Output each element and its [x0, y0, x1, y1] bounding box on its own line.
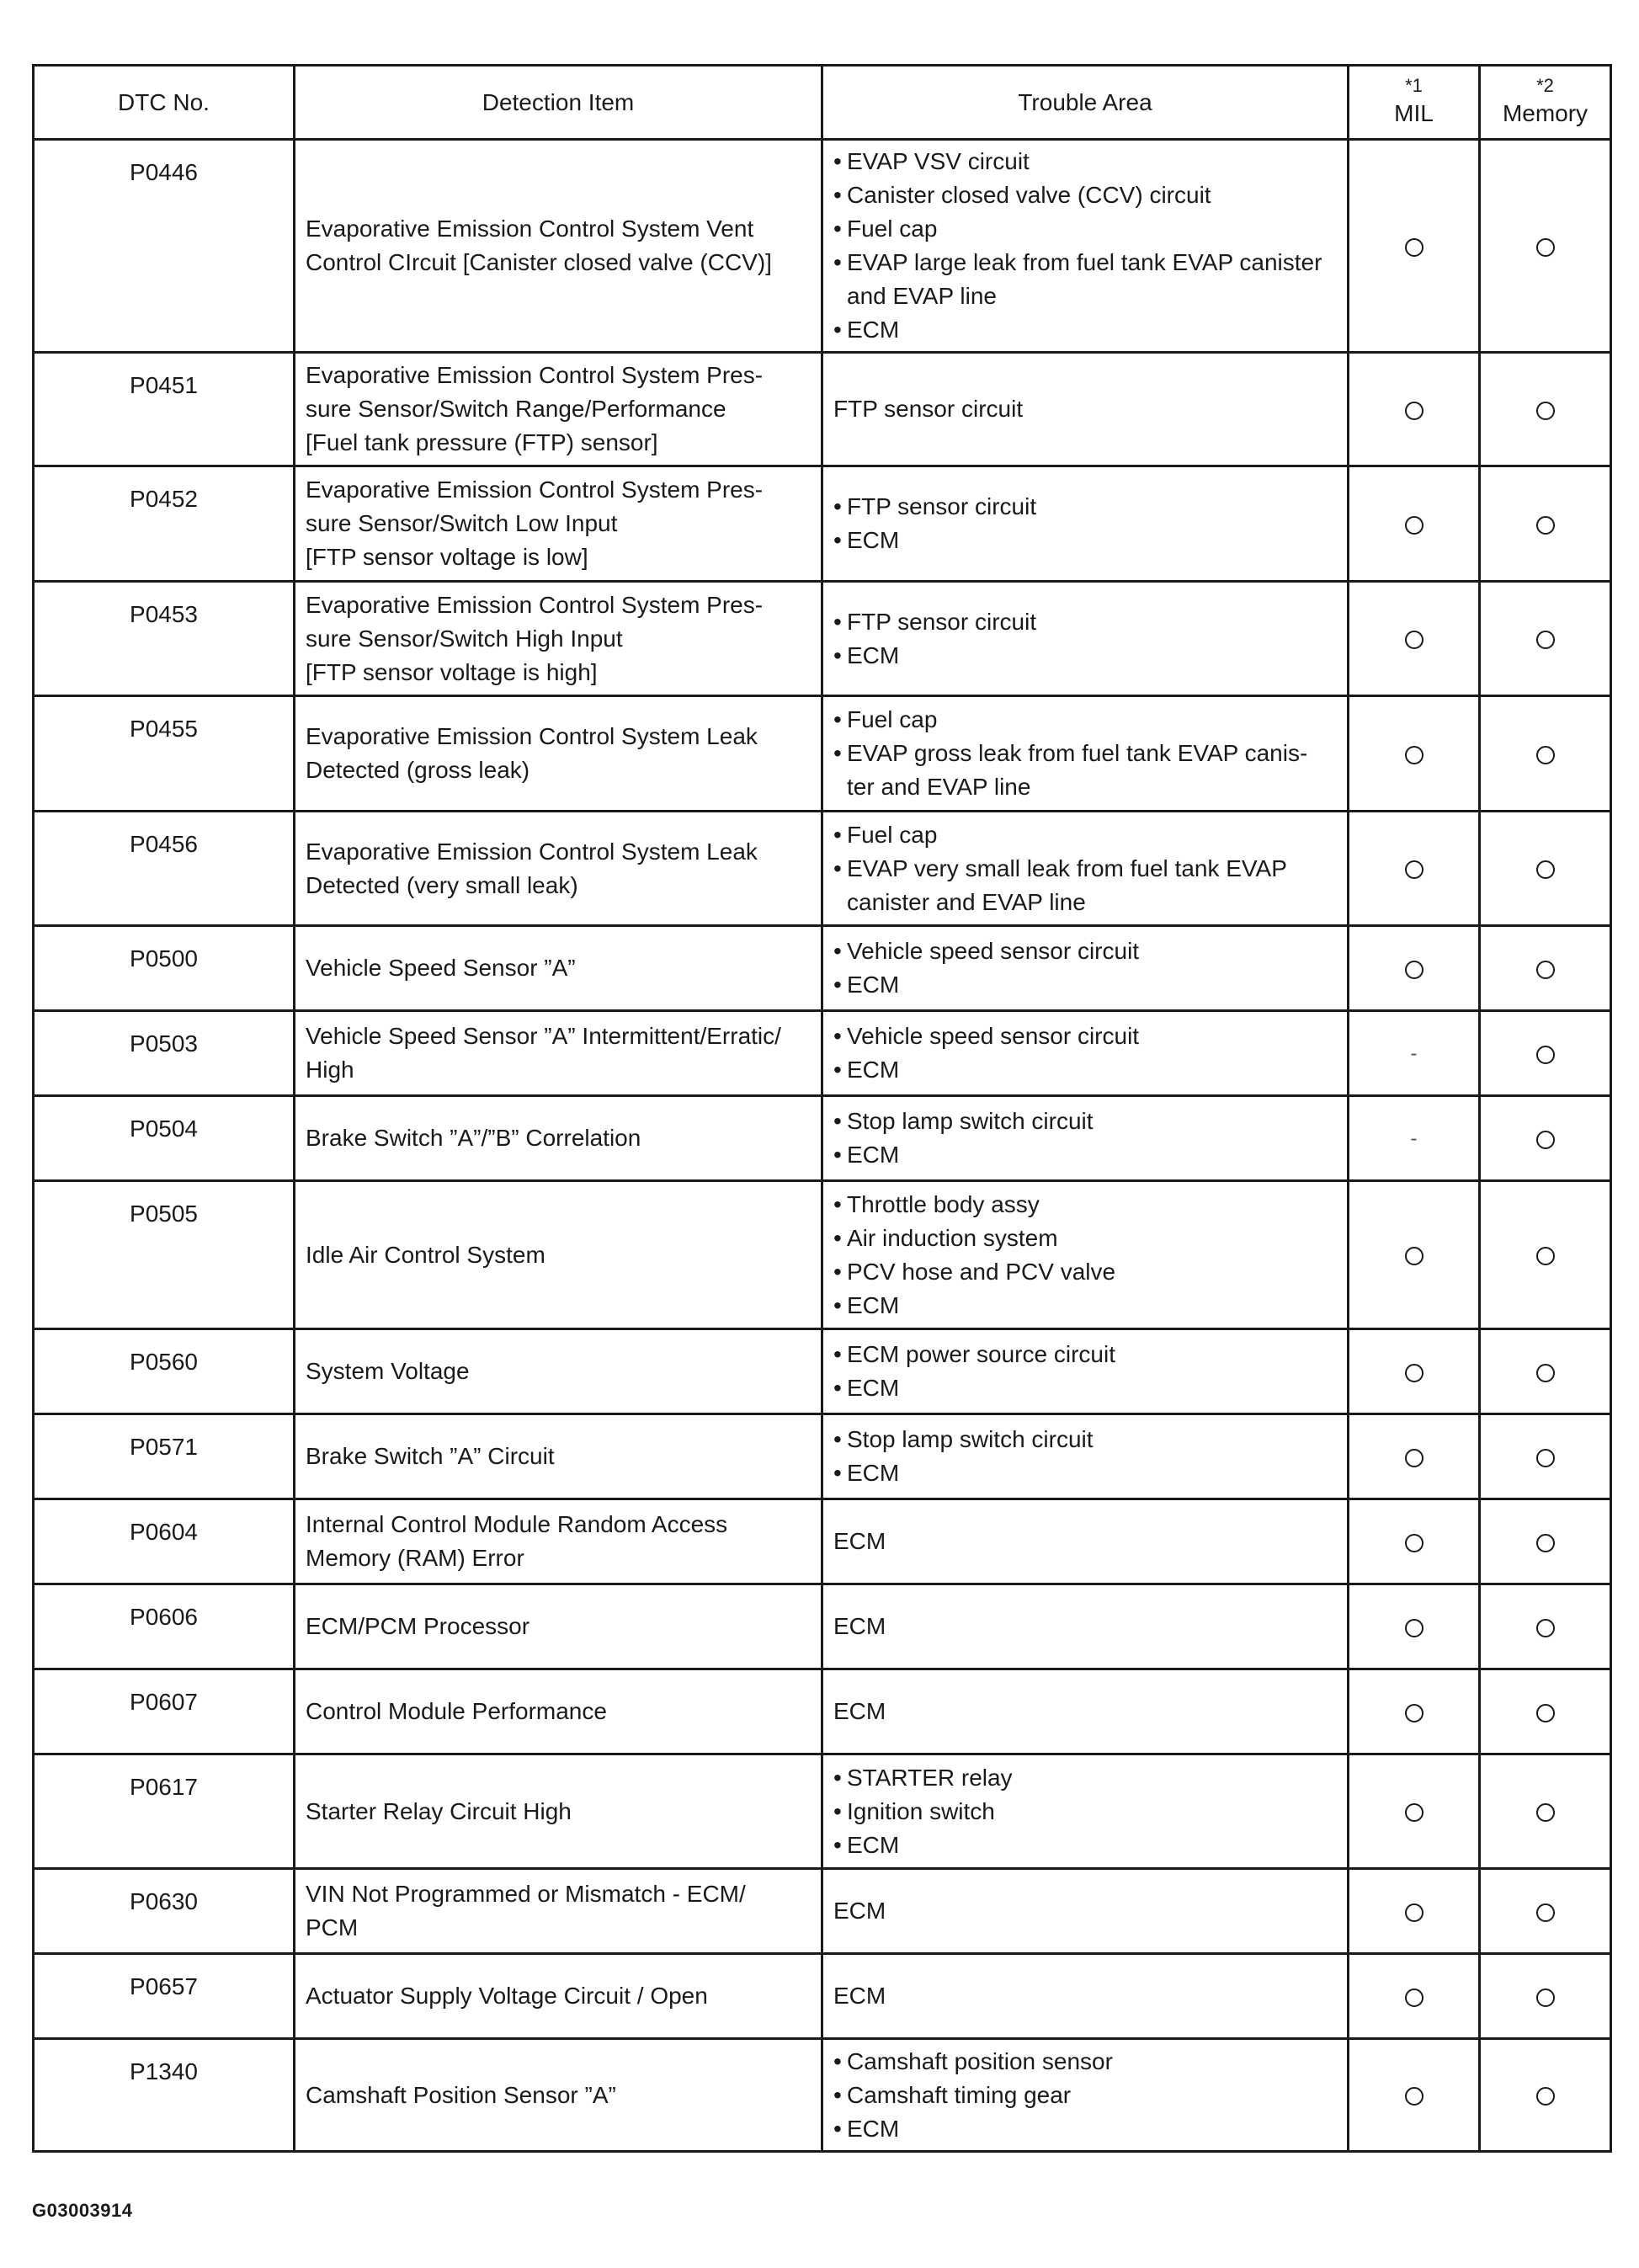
table-row	[34, 1096, 1611, 1181]
dtc-code: P0571	[34, 1414, 295, 1499]
header-dtc-no: DTC No.	[34, 66, 295, 140]
trouble-item: • Air induction system	[833, 1222, 1340, 1255]
dtc-code: P0451	[34, 353, 295, 466]
memory-indicator	[1480, 2039, 1611, 2152]
trouble-item: • Ignition switch	[833, 1795, 1340, 1829]
detection-line: [FTP sensor voltage is low]	[306, 544, 588, 570]
trouble-item: • Camshaft position sensor	[833, 2045, 1340, 2079]
detection-line: Camshaft Position Sensor ”A”	[306, 2081, 616, 2108]
trouble-list	[833, 605, 1340, 673]
memory-indicator	[1480, 1414, 1611, 1499]
detection-line: Starter Relay Circuit High	[306, 1797, 572, 1824]
trouble-item: • Vehicle speed sensor circuit	[833, 1020, 1340, 1053]
dtc-code: P0456	[34, 812, 295, 926]
dash-mark: -	[1410, 1042, 1418, 1065]
detection-item	[295, 926, 822, 1011]
dash-mark: -	[1410, 1127, 1418, 1150]
trouble-text: FTP sensor circuit	[833, 396, 1024, 422]
table-row	[34, 1584, 1611, 1669]
dtc-code: P0657	[34, 1954, 295, 2039]
circle-icon	[1405, 1534, 1423, 1552]
memory-indicator	[1480, 1011, 1611, 1096]
memory-indicator	[1480, 1584, 1611, 1669]
trouble-area	[822, 1869, 1349, 1954]
circle-icon	[1405, 2087, 1423, 2106]
trouble-area	[822, 696, 1349, 812]
trouble-item: • EVAP very small leak from fuel tank EVAP canister and EVAP line	[833, 852, 1340, 919]
trouble-item: • EVAP VSV circuit	[833, 145, 1340, 178]
dtc-code: P0560	[34, 1329, 295, 1414]
detection-item	[295, 140, 822, 353]
mil-indicator	[1349, 1584, 1480, 1669]
circle-icon	[1536, 2087, 1555, 2106]
memory-indicator	[1480, 1181, 1611, 1329]
trouble-text: ECM	[833, 1528, 886, 1554]
circle-icon	[1405, 402, 1423, 420]
detection-line: Evaporative Emission Control System Pres-	[306, 591, 764, 618]
memory-indicator	[1480, 1329, 1611, 1414]
detection-line: [FTP sensor voltage is high]	[306, 658, 598, 685]
trouble-list	[833, 1338, 1340, 1405]
circle-icon	[1405, 746, 1423, 764]
memory-indicator	[1480, 1499, 1611, 1584]
header-row	[34, 66, 1611, 140]
trouble-area	[822, 466, 1349, 582]
detection-line: Memory (RAM) Error	[306, 1545, 524, 1571]
memory-indicator	[1480, 140, 1611, 353]
trouble-item: • ECM	[833, 968, 1340, 1002]
trouble-item: • FTP sensor circuit	[833, 490, 1340, 524]
detection-line: sure Sensor/Switch High Input	[306, 625, 623, 652]
trouble-item: • Vehicle speed sensor circuit	[833, 934, 1340, 968]
table-row	[34, 140, 1611, 353]
circle-icon	[1536, 1046, 1555, 1064]
trouble-item: • Canister closed valve (CCV) circuit	[833, 178, 1340, 212]
detection-item	[295, 1414, 822, 1499]
trouble-area	[822, 1954, 1349, 2039]
mil-indicator	[1349, 1869, 1480, 1954]
detection-item	[295, 582, 822, 696]
detection-line: Evaporative Emission Control System Vent	[306, 216, 754, 242]
table-row	[34, 1414, 1611, 1499]
mil-indicator	[1349, 1754, 1480, 1869]
trouble-area	[822, 1499, 1349, 1584]
circle-icon	[1536, 1803, 1555, 1822]
circle-icon	[1536, 1704, 1555, 1722]
mil-indicator	[1349, 926, 1480, 1011]
trouble-item: • ECM	[833, 1289, 1340, 1323]
trouble-area	[822, 1584, 1349, 1669]
detection-line: Control Module Performance	[306, 1698, 607, 1724]
mil-footnote-ref: *1	[1405, 74, 1423, 96]
table-row	[34, 353, 1611, 466]
detection-item	[295, 1954, 822, 2039]
trouble-area	[822, 1754, 1349, 1869]
detection-line: Vehicle Speed Sensor ”A”	[306, 955, 576, 981]
detection-item	[295, 353, 822, 466]
detection-item	[295, 696, 822, 812]
detection-line: Detected (gross leak)	[306, 757, 530, 783]
trouble-list	[833, 2045, 1340, 2146]
dtc-code: P0500	[34, 926, 295, 1011]
trouble-item: • Fuel cap	[833, 818, 1340, 852]
circle-icon	[1405, 1803, 1423, 1822]
circle-icon	[1405, 1449, 1423, 1467]
detection-item	[295, 1011, 822, 1096]
circle-icon	[1536, 402, 1555, 420]
circle-icon	[1405, 1903, 1423, 1922]
detection-line: High	[306, 1057, 354, 1083]
trouble-item: • ECM	[833, 524, 1340, 557]
memory-indicator	[1480, 1096, 1611, 1181]
trouble-item: • ECM	[833, 2112, 1340, 2146]
dtc-code: P0617	[34, 1754, 295, 1869]
dtc-code: P0607	[34, 1669, 295, 1754]
mil-indicator	[1349, 582, 1480, 696]
trouble-item: • ECM	[833, 1456, 1340, 1490]
detection-line: Brake Switch ”A” Circuit	[306, 1443, 555, 1469]
table-body	[34, 140, 1611, 2152]
circle-icon	[1536, 1449, 1555, 1467]
memory-footnote-ref: *2	[1536, 74, 1554, 96]
mil-indicator	[1349, 1181, 1480, 1329]
trouble-area	[822, 1181, 1349, 1329]
trouble-area	[822, 1669, 1349, 1754]
memory-indicator	[1480, 926, 1611, 1011]
detection-line: ECM/PCM Processor	[306, 1613, 530, 1639]
dtc-code: P0455	[34, 696, 295, 812]
trouble-item: • ECM	[833, 1829, 1340, 1862]
figure-id: G03003914	[32, 2200, 133, 2221]
circle-icon	[1405, 961, 1423, 979]
detection-item	[295, 1754, 822, 1869]
trouble-area	[822, 2039, 1349, 2152]
table-row	[34, 1499, 1611, 1584]
detection-line: Idle Air Control System	[306, 1241, 545, 1268]
dtc-code: P0453	[34, 582, 295, 696]
mil-indicator	[1349, 696, 1480, 812]
dtc-code: P0504	[34, 1096, 295, 1181]
circle-icon	[1405, 860, 1423, 879]
table-row	[34, 1669, 1611, 1754]
dtc-code: P0606	[34, 1584, 295, 1669]
mil-indicator	[1349, 812, 1480, 926]
circle-icon	[1536, 860, 1555, 879]
trouble-item: • ECM	[833, 1053, 1340, 1087]
detection-line: Vehicle Speed Sensor ”A” Intermittent/Erratic/	[306, 1023, 781, 1049]
table-row	[34, 1754, 1611, 1869]
trouble-item: • Stop lamp switch circuit	[833, 1105, 1340, 1138]
mil-indicator	[1349, 1096, 1480, 1181]
trouble-list	[833, 1020, 1340, 1087]
memory-indicator	[1480, 1754, 1611, 1869]
circle-icon	[1536, 1903, 1555, 1922]
circle-icon	[1536, 746, 1555, 764]
trouble-list	[833, 145, 1340, 347]
detection-item	[295, 466, 822, 582]
trouble-area	[822, 1096, 1349, 1181]
circle-icon	[1536, 961, 1555, 979]
detection-line: sure Sensor/Switch Range/Performance	[306, 396, 726, 422]
header-mil	[1349, 66, 1480, 140]
mil-indicator	[1349, 1499, 1480, 1584]
detection-line: Internal Control Module Random Access	[306, 1511, 728, 1537]
detection-item	[295, 1329, 822, 1414]
trouble-item: • Fuel cap	[833, 703, 1340, 737]
trouble-item: • Throttle body assy	[833, 1188, 1340, 1222]
header-memory	[1480, 66, 1611, 140]
detection-line: Evaporative Emission Control System Pres-	[306, 362, 764, 388]
dtc-code: P0604	[34, 1499, 295, 1584]
table-row	[34, 926, 1611, 1011]
circle-icon	[1405, 631, 1423, 649]
detection-line: Brake Switch ”A”/”B” Correlation	[306, 1125, 641, 1151]
trouble-item: • Camshaft timing gear	[833, 2079, 1340, 2112]
circle-icon	[1405, 1247, 1423, 1265]
trouble-area	[822, 353, 1349, 466]
detection-item	[295, 812, 822, 926]
memory-indicator	[1480, 353, 1611, 466]
trouble-area	[822, 1011, 1349, 1096]
detection-line: Evaporative Emission Control System Leak	[306, 723, 758, 749]
mil-indicator	[1349, 1669, 1480, 1754]
circle-icon	[1405, 1988, 1423, 2007]
trouble-list	[833, 1761, 1340, 1862]
memory-indicator	[1480, 1669, 1611, 1754]
trouble-area	[822, 140, 1349, 353]
dtc-code: P0446	[34, 140, 295, 353]
circle-icon	[1536, 1619, 1555, 1637]
trouble-text: ECM	[833, 1698, 886, 1724]
memory-label: Memory	[1502, 99, 1588, 126]
detection-item	[295, 1096, 822, 1181]
circle-icon	[1536, 238, 1555, 257]
detection-line: Control CIrcuit [Canister closed valve (CCV)]	[306, 249, 772, 275]
circle-icon	[1536, 1364, 1555, 1382]
mil-indicator	[1349, 1011, 1480, 1096]
header-trouble-area: Trouble Area	[822, 66, 1349, 140]
detection-item	[295, 1584, 822, 1669]
table-row	[34, 582, 1611, 696]
trouble-area	[822, 812, 1349, 926]
table-header	[34, 66, 1611, 140]
detection-line: System Voltage	[306, 1358, 470, 1384]
trouble-item: • EVAP large leak from fuel tank EVAP canister and EVAP line	[833, 246, 1340, 313]
table-row	[34, 696, 1611, 812]
trouble-item: • STARTER relay	[833, 1761, 1340, 1795]
circle-icon	[1536, 516, 1555, 535]
circle-icon	[1536, 631, 1555, 649]
memory-indicator	[1480, 1869, 1611, 1954]
memory-indicator	[1480, 696, 1611, 812]
dtc-table	[32, 64, 1612, 2153]
table-row	[34, 1329, 1611, 1414]
circle-icon	[1405, 1704, 1423, 1722]
trouble-area	[822, 1414, 1349, 1499]
memory-indicator	[1480, 1954, 1611, 2039]
detection-item	[295, 1869, 822, 1954]
detection-line: Evaporative Emission Control System Pres-	[306, 476, 764, 503]
detection-item	[295, 1499, 822, 1584]
trouble-text: ECM	[833, 1898, 886, 1924]
circle-icon	[1405, 516, 1423, 535]
detection-item	[295, 1669, 822, 1754]
trouble-item: • EVAP gross leak from fuel tank EVAP canis- ter and EVAP line	[833, 737, 1340, 804]
trouble-list	[833, 1188, 1340, 1323]
trouble-item: • PCV hose and PCV valve	[833, 1255, 1340, 1289]
trouble-list	[833, 703, 1340, 804]
circle-icon	[1405, 238, 1423, 257]
circle-icon	[1536, 1534, 1555, 1552]
circle-icon	[1536, 1988, 1555, 2007]
detection-item	[295, 2039, 822, 2152]
trouble-list	[833, 1423, 1340, 1490]
trouble-item: • ECM	[833, 313, 1340, 347]
mil-indicator	[1349, 140, 1480, 353]
trouble-list	[833, 1105, 1340, 1172]
dtc-code: P1340	[34, 2039, 295, 2152]
trouble-item: • Stop lamp switch circuit	[833, 1423, 1340, 1456]
memory-indicator	[1480, 466, 1611, 582]
trouble-area	[822, 582, 1349, 696]
circle-icon	[1405, 1619, 1423, 1637]
detection-line: VIN Not Programmed or Mismatch - ECM/	[306, 1881, 746, 1907]
mil-indicator	[1349, 1954, 1480, 2039]
trouble-area	[822, 1329, 1349, 1414]
trouble-text: ECM	[833, 1983, 886, 2009]
circle-icon	[1405, 1364, 1423, 1382]
detection-line: Actuator Supply Voltage Circuit / Open	[306, 1983, 708, 2009]
memory-indicator	[1480, 582, 1611, 696]
trouble-list	[833, 490, 1340, 557]
table-row	[34, 2039, 1611, 2152]
trouble-item: • FTP sensor circuit	[833, 605, 1340, 639]
mil-indicator	[1349, 353, 1480, 466]
trouble-item: • ECM	[833, 1138, 1340, 1172]
table-row	[34, 812, 1611, 926]
trouble-item: • ECM	[833, 639, 1340, 673]
table-row	[34, 1869, 1611, 1954]
table-row	[34, 466, 1611, 582]
trouble-item: • Fuel cap	[833, 212, 1340, 246]
detection-line: [Fuel tank pressure (FTP) sensor]	[306, 429, 658, 455]
memory-indicator	[1480, 812, 1611, 926]
trouble-item: • ECM	[833, 1371, 1340, 1405]
detection-line: PCM	[306, 1914, 359, 1941]
detection-line: Detected (very small leak)	[306, 871, 578, 898]
dtc-code: P0505	[34, 1181, 295, 1329]
table-row	[34, 1181, 1611, 1329]
trouble-text: ECM	[833, 1613, 886, 1639]
dtc-code: P0452	[34, 466, 295, 582]
trouble-list	[833, 934, 1340, 1002]
detection-item	[295, 1181, 822, 1329]
mil-indicator	[1349, 1414, 1480, 1499]
circle-icon	[1536, 1247, 1555, 1265]
dtc-code: P0503	[34, 1011, 295, 1096]
detection-line: sure Sensor/Switch Low Input	[306, 510, 618, 536]
dtc-code: P0630	[34, 1869, 295, 1954]
mil-indicator	[1349, 1329, 1480, 1414]
mil-indicator	[1349, 466, 1480, 582]
table-row	[34, 1954, 1611, 2039]
table-row	[34, 1011, 1611, 1096]
detection-line: Evaporative Emission Control System Leak	[306, 838, 758, 865]
trouble-area	[822, 926, 1349, 1011]
trouble-item: • ECM power source circuit	[833, 1338, 1340, 1371]
mil-indicator	[1349, 2039, 1480, 2152]
trouble-list	[833, 818, 1340, 919]
header-detection-item: Detection Item	[295, 66, 822, 140]
mil-label: MIL	[1394, 99, 1434, 126]
circle-icon	[1536, 1131, 1555, 1149]
